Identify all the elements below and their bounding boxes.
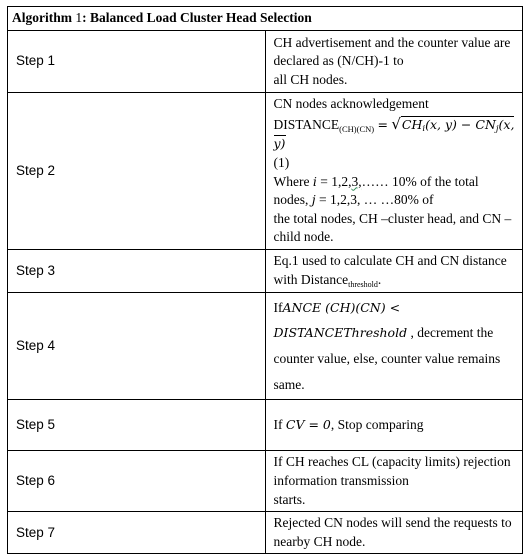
algorithm-table [7, 6, 523, 554]
step-text: the total nodes, CH –cluster head, and CN – child node. [273, 210, 512, 245]
step-label: Step 6 [8, 451, 266, 512]
step-description [265, 31, 523, 93]
step-text: , decrement the [407, 325, 494, 341]
formula-xy: (x, y) [425, 116, 457, 132]
step-description [265, 400, 523, 451]
where-text: = 1,2,3, … …80% of [315, 192, 434, 208]
table-row [8, 400, 523, 451]
formula-xy: (x, y) [273, 116, 515, 152]
distance-subscript: (CH)(CN) [339, 123, 375, 134]
distance-word: DISTANCE [273, 116, 340, 132]
formula-ch: CH [401, 116, 423, 132]
table-row [8, 512, 523, 554]
where-text: = 1,2, [316, 173, 352, 189]
table-row [8, 250, 523, 293]
threshold-condition: ANCE (CH)(CN) < DISTANCEThreshold [273, 299, 408, 341]
step-description [265, 93, 523, 250]
step-description [265, 451, 523, 512]
algorithm-title-label: Algorithm [12, 10, 72, 26]
table-row [8, 31, 523, 93]
where-i: i [312, 173, 317, 189]
threshold-subscript: threshold [348, 279, 378, 289]
step-label: Step 2 [8, 93, 266, 250]
step-text: , Stop comparing [330, 417, 424, 432]
distance-formula [273, 114, 515, 152]
table-row [8, 292, 523, 400]
step-text: all CH nodes. [273, 71, 348, 87]
equation-number: (1) [273, 154, 290, 170]
step-text: counter value, else, counter value remains same. [273, 351, 501, 392]
step-description [265, 292, 523, 400]
step-text: Eq.1 used to calculate CH and CN distance with Distance [273, 253, 507, 287]
step-text: If CH reaches CL (capacity limits) rejection information transmission [273, 454, 511, 488]
algorithm-number: 1 [75, 10, 83, 26]
table-row [8, 451, 523, 512]
algorithm-title [8, 7, 523, 31]
formula-minus: − [460, 116, 472, 132]
step-description: Rejected CN nodes will send the requests to nearby CH node. [265, 512, 523, 554]
table-header-row [8, 7, 523, 31]
step-text: starts. [273, 491, 306, 507]
table-row [8, 93, 523, 250]
step-text: If [273, 299, 283, 315]
step-text: . [377, 271, 382, 287]
spellcheck-mark: 3, [351, 173, 362, 189]
formula-i: i [422, 123, 426, 134]
where-j: j [311, 192, 316, 208]
equals-sign: = [377, 116, 388, 132]
formula-cn: CN [475, 116, 496, 132]
step-label: Step 1 [8, 31, 266, 93]
where-text: …… 10% of the total nodes, [273, 173, 479, 208]
step-label: Step 7 [8, 512, 266, 554]
where-text: Where [273, 173, 313, 189]
where-line [274, 174, 479, 208]
step-label: Step 5 [8, 400, 266, 451]
step-label: Step 3 [8, 250, 266, 293]
step-label: Step 4 [8, 292, 266, 400]
formula-j: j [495, 123, 499, 134]
step-text: CH advertisement and the counter value are declared as (N/CH)-1 to [273, 34, 511, 69]
cv-condition: CV = 0 [285, 417, 331, 432]
step-text: CN nodes acknowledgement [273, 96, 429, 111]
step-text: If [273, 417, 286, 432]
algorithm-title-text: : Balanced Load Cluster Head Selection [82, 10, 312, 26]
sqrt-icon: √ [391, 114, 401, 133]
step-description [265, 250, 523, 293]
